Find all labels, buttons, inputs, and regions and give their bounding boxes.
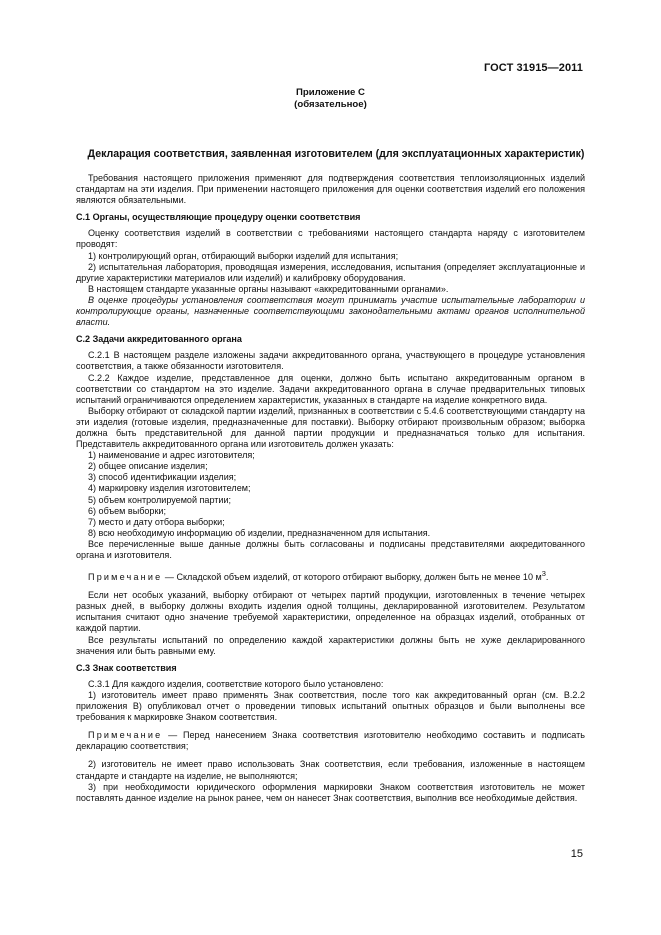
list-item: 1) изготовитель имеет право применять Знак соответствия, после того как аккредитованный орган (см. В.2.2 приложения В) опубликовал отчет о проведении типовых испытаний опытных образцов и были выполнены все требования к маркировке Знаком соответствия. <box>76 689 585 723</box>
list-item: 2) испытательная лаборатория, проводящая измерения, исследования, испытания (определяет эксплуатационные и другие характеристики материалов или изделий) и калибровку оборудования. <box>76 261 585 283</box>
standard-number: ГОСТ 31915—2011 <box>483 62 583 74</box>
list-item: 3) способ идентификации изделия; <box>88 472 237 483</box>
paragraph: Все результаты испытаний по определению каждой характеристики должны быть не хуже декларированного значения или быть равными ему. <box>76 634 585 656</box>
note-label: Примечание <box>88 730 163 741</box>
italic-paragraph: В оценке процедуры установления соответствия могут принимать участие испытательные лаборатории и контролирующие органы, назначенные соответствующими законодательными актами органов исполнительной власти. <box>76 294 585 328</box>
note <box>76 568 585 583</box>
list-item: 6) объем выборки; <box>88 505 166 516</box>
annex-title: Приложение С <box>296 87 365 98</box>
paragraph: Все перечисленные выше данные должны быть согласованы и подписаны представителями аккредитованного органа и изготовителя. <box>76 538 585 560</box>
section-heading-c3: С.3 Знак соответствия <box>76 662 177 673</box>
list-item: 5) объем контролируемой партии; <box>88 494 232 505</box>
list-item: 4) маркировку изделия изготовителем; <box>88 483 251 494</box>
annex-status: (обязательное) <box>294 99 367 110</box>
section-heading-c1: С.1 Органы, осуществляющие процедуру оценки соответствия <box>76 212 361 223</box>
intro-paragraph: Требования настоящего приложения применяют для подтверждения соответствия теплоизоляционных изделий стандартам на эти изделия. При применении настоящего приложения для оценки соответствия изделий его положения являются обязательными. <box>76 173 585 206</box>
note-end: . <box>545 572 549 583</box>
note <box>76 730 585 752</box>
note-superscript: 3 <box>541 569 546 579</box>
list-item: 7) место и дату отбора выборки; <box>88 516 225 527</box>
list-item: 8) всю необходимую информацию об изделии, предназначенном для испытания. <box>88 527 431 538</box>
paragraph: С.2.2 Каждое изделие, представленное для оценки, должно быть испытано аккредитованным органом в соответствии со стандартом на это изделие. Задачи аккредитованного органа в случае предварительных типовых испытаний ограничиваются определением характеристик, указанных в стандарте на изделие конкретного вида. <box>76 372 585 405</box>
paragraph: Оценку соответствия изделий в соответствии с требованиями настоящего стандарта наряду с изготовителем проводят: <box>76 228 585 250</box>
paragraph: С.2.1 В настоящем разделе изложены задачи аккредитованного органа, участвующего в процедуре установления соответствия, а также обязанности изготовителя. <box>76 350 585 372</box>
list-item: 2) изготовитель не имеет право использовать Знак соответствия, если требования, изложенные в настоящем стандарте и стандарте на изделие, не выполняются; <box>76 759 585 781</box>
paragraph: Если нет особых указаний, выборку отбирают от четырех партий продукции, изготовленных в течение четырех разных дней, в выборку должны входить изделия одной толщины, декларированной изготовителем. Результатом испытания считают одно значение требуемой характеристики, определенное на образцах изделий, отобранных от каждой партии. <box>76 590 585 634</box>
document-title: Декларация соответствия, заявленная изготовителем (для эксплуатационных характеристик) <box>87 148 585 160</box>
document-body <box>76 173 585 804</box>
note-text: — Складской объем изделий, от которого отбирают выборку, должен быть не менее 10 м <box>162 572 542 583</box>
list-item: 1) контролирующий орган, отбирающий выборки изделий для испытания; <box>88 250 399 261</box>
section-heading-c2: С.2 Задачи аккредитованного органа <box>76 334 242 345</box>
note-text: — Перед нанесением Знака соответствия изготовителю необходимо составить и подписать декларацию соответствия; <box>76 730 585 752</box>
page-number: 15 <box>570 848 583 860</box>
paragraph: С.3.1 Для каждого изделия, соответствие которого было установлено: <box>88 678 384 689</box>
list-item: 3) при необходимости юридического оформления маркировки Знаком соответствия изготовитель не может поставлять данное изделие на рынок ранее, чем он нанесет Знак соответствия, выполнив все необходимые действия. <box>76 781 585 803</box>
paragraph: Выборку отбирают от складской партии изделий, признанных в соответствии с 5.4.6 соответствующими стандарту на эти изделия (готовые изделия, предназначенные для поставки). Выборку отбирают произвольным образом; выборка должна быть представительной для данной партии продукции и предназначаться только для испытания. Представитель аккредитованного органа или изготовитель должен указать: <box>76 405 585 450</box>
list-item: 1) наименование и адрес изготовителя; <box>88 450 255 461</box>
note-label: Примечание <box>88 572 163 583</box>
paragraph: В настоящем стандарте указанные органы называют «аккредитованными органами». <box>88 283 449 294</box>
list-item: 2) общее описание изделия; <box>88 461 208 472</box>
